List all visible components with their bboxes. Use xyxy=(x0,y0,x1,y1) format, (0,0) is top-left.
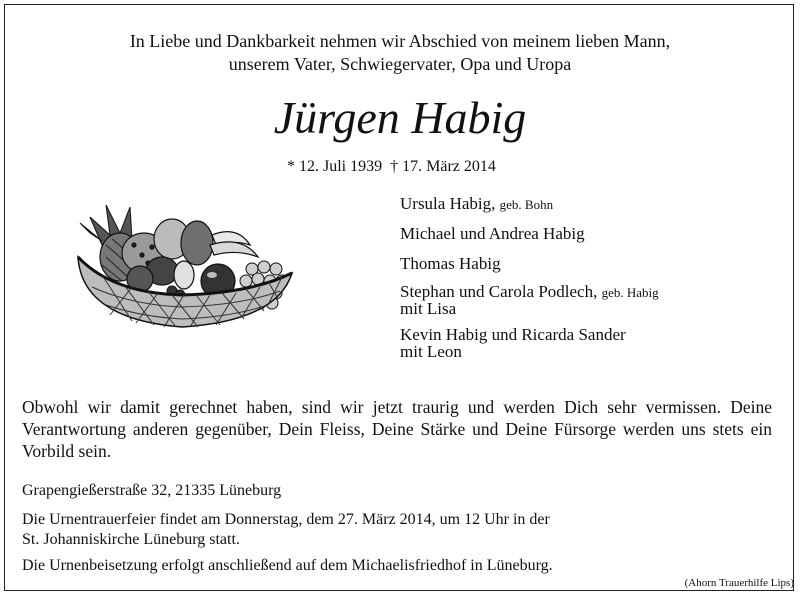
birth-date: * 12. Juli 1939 xyxy=(287,158,383,175)
mourner-1 xyxy=(400,195,553,214)
address: Grapengießerstraße 32, 21335 Lüneburg xyxy=(22,482,282,499)
mourner-name: Ursula Habig, xyxy=(400,194,496,213)
mourner-5-child: mit Leon xyxy=(400,342,462,361)
life-dates xyxy=(287,157,496,177)
mourner-2 xyxy=(400,225,585,243)
burial-note: Die Urnenbeisetzung erfolgt anschließend auf dem Michaelisfriedhof in Lüneburg. xyxy=(22,557,553,574)
funeral-home-credit: (Ahorn Trauerhilfe Lips) xyxy=(684,577,794,589)
mourner-name: Kevin Habig und Ricarda Sander xyxy=(400,325,626,344)
mourner-3 xyxy=(400,255,501,273)
mourner-name: Michael und Andrea Habig xyxy=(400,224,585,243)
ceremony-line-1: Die Urnentrauerfeier findet am Donnerstag, dem 27. März 2014, um 12 Uhr in der xyxy=(22,511,550,528)
deceased-name: Jürgen Habig xyxy=(273,92,527,143)
ceremony-line-2: St. Johanniskirche Lüneburg statt. xyxy=(22,531,240,548)
fruit-basket-illustration xyxy=(72,195,318,339)
maiden-name: geb. Bohn xyxy=(499,197,554,212)
mourner-name: Stephan und Carola Podlech, xyxy=(400,282,598,301)
farewell-text: Obwohl wir damit gerechnet haben, sind wir jetzt traurig und werden Dich sehr vermissen. Deine Verantwortung anderen gegenüber, Dein Fleiss, Deine Stärke und Deine Fürsorge werden uns stets ein Vorbild sein. xyxy=(22,397,772,461)
mourner-name: Thomas Habig xyxy=(400,254,501,273)
mourner-4-child: mit Lisa xyxy=(400,299,457,318)
maiden-name: geb. Habig xyxy=(601,285,659,300)
intro-line-1: In Liebe und Dankbarkeit nehmen wir Abschied von meinem lieben Mann, xyxy=(129,31,671,51)
intro-line-2: unserem Vater, Schwiegervater, Opa und Uropa xyxy=(228,54,572,74)
death-date: † 17. März 2014 xyxy=(390,158,496,175)
